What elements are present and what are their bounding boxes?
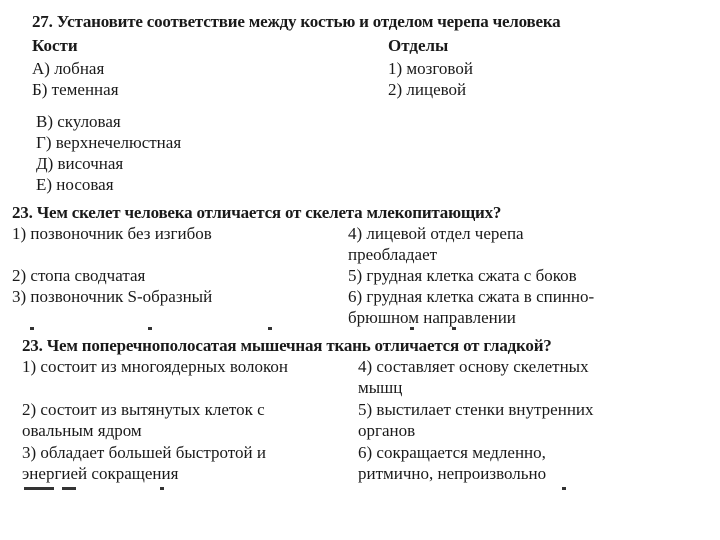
question-23-skeleton-block: [0, 200, 720, 330]
skeleton-option-4-cont: преобладает: [348, 245, 438, 264]
skeleton-option-6: 6) грудная клетка сжата в спинно-: [348, 287, 595, 306]
question-27-title: 27. Установите соответствие между костью и отделом черепа человека: [32, 12, 561, 31]
muscle-option-3-cont: энергией сокращения: [22, 464, 179, 483]
skeleton-option-4: 4) лицевой отдел черепа: [348, 224, 524, 243]
question-27-block: [0, 0, 720, 200]
question-23-muscle-block: [0, 333, 720, 493]
cropped-line-fragment: [0, 327, 720, 331]
bone-option-a: А) лобная: [32, 59, 105, 78]
skeleton-option-5: 5) грудная клетка сжата с боков: [348, 266, 577, 285]
muscle-option-2-cont: овальным ядром: [22, 421, 142, 440]
muscle-option-5: 5) выстилает стенки внутренних: [358, 400, 594, 419]
muscle-option-6-cont: ритмично, непроизвольно: [358, 464, 547, 483]
skeleton-option-6-cont: брюшном направлении: [348, 308, 516, 327]
bone-option-e: Е) носовая: [36, 175, 114, 194]
muscle-option-3: 3) обладает большей быстротой и: [22, 443, 266, 462]
sections-column-header: Отделы: [388, 36, 449, 55]
section-option-2: 2) лицевой: [388, 80, 467, 99]
muscle-option-4: 4) составляет основу скелетных: [358, 357, 589, 376]
question-23-skeleton-title: 23. Чем скелет человека отличается от скелета млекопитающих?: [12, 203, 502, 222]
bone-option-v: В) скуловая: [36, 112, 121, 131]
muscle-option-2: 2) состоит из вытянутых клеток с: [22, 400, 265, 419]
section-option-1: 1) мозговой: [388, 59, 473, 78]
muscle-option-6: 6) сокращается медленно,: [358, 443, 546, 462]
skeleton-option-3: 3) позвоночник S-образный: [12, 287, 213, 306]
skeleton-option-2: 2) стопа сводчатая: [12, 266, 146, 285]
bone-option-d: Д) височная: [36, 154, 124, 173]
muscle-option-5-cont: органов: [358, 421, 416, 440]
bones-column-header: Кости: [32, 36, 78, 55]
bone-option-b: Б) теменная: [32, 80, 119, 99]
muscle-option-4-cont: мышц: [358, 378, 403, 397]
skeleton-option-1: 1) позвоночник без изгибов: [12, 224, 212, 243]
bone-option-g: Г) верхнечелюстная: [36, 133, 182, 152]
cropped-line-fragment: [0, 487, 720, 491]
question-23-muscle-title: 23. Чем поперечнополосатая мышечная ткань отличается от гладкой?: [22, 336, 552, 355]
muscle-option-1: 1) состоит из многоядерных волокон: [22, 357, 288, 376]
